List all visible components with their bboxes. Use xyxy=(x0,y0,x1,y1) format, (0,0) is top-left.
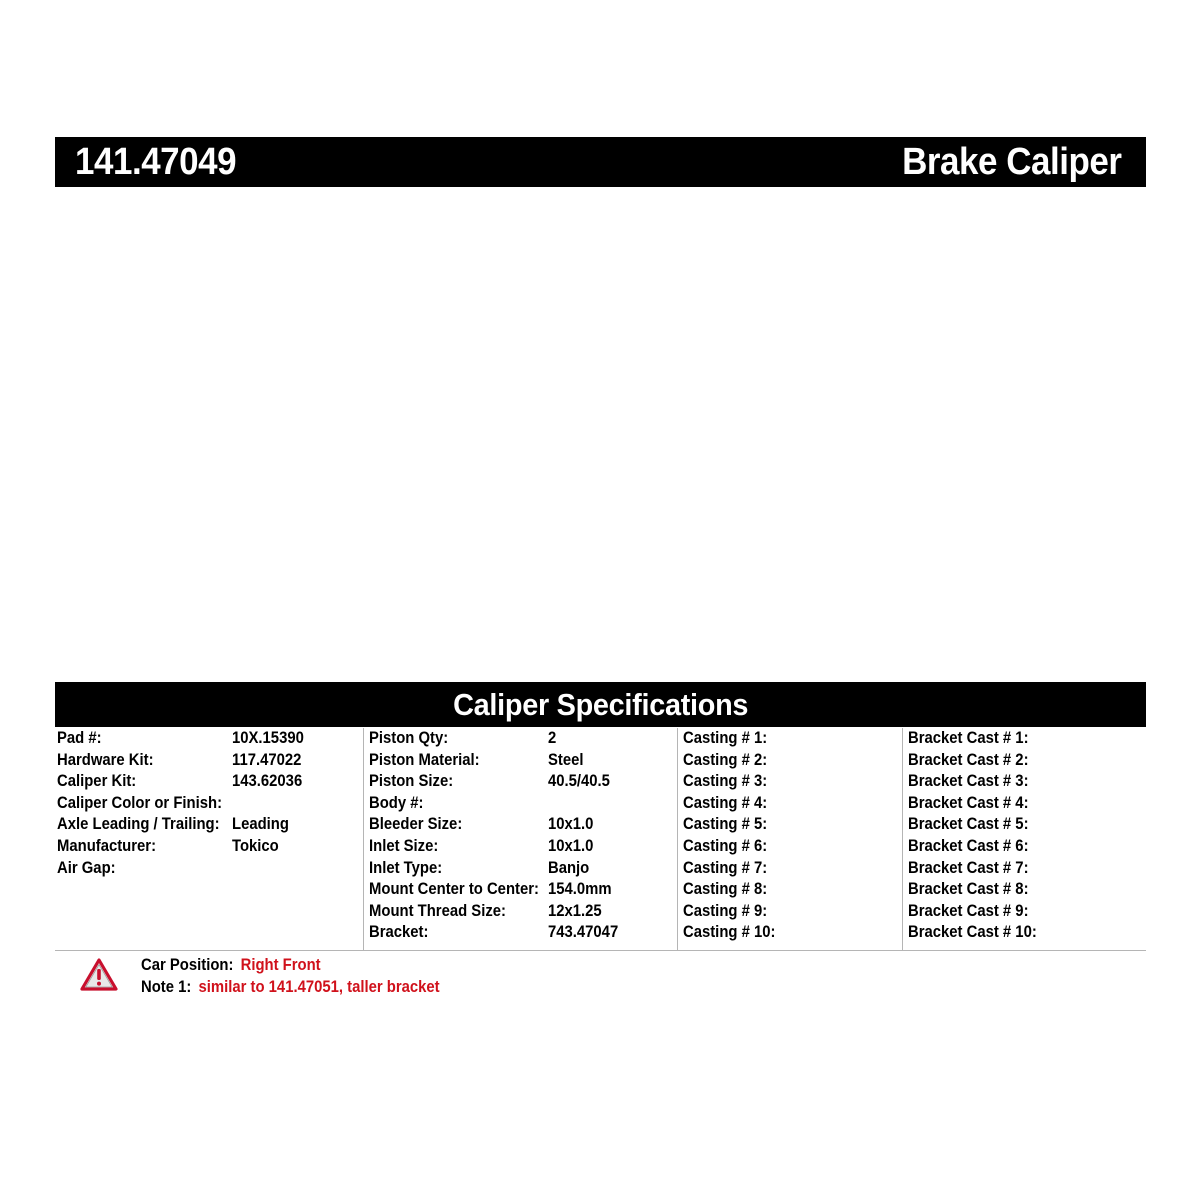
spec-table xyxy=(55,728,1146,951)
spec-label: Piston Size: xyxy=(369,772,454,791)
spec-label: Inlet Size: xyxy=(369,837,439,855)
spec-label: Casting # 9: xyxy=(683,901,768,920)
spec-column-general xyxy=(55,728,363,950)
spec-value: Steel xyxy=(548,750,584,769)
spec-column-casting xyxy=(677,728,903,950)
spec-label: Casting # 3: xyxy=(683,772,768,791)
spec-section-title: Caliper Specifications xyxy=(452,686,749,722)
car-position-label: Car Position: xyxy=(141,956,234,974)
spec-label: Body #: xyxy=(369,793,424,812)
spec-value: 143.62036 xyxy=(232,772,303,791)
note-1 xyxy=(141,977,440,998)
spec-label: Piston Qty: xyxy=(369,729,449,747)
spec-label: Bracket Cast # 2: xyxy=(908,750,1029,769)
spec-value: Tokico xyxy=(232,837,279,855)
spec-label: Air Gap: xyxy=(57,858,116,877)
spec-label: Casting # 6: xyxy=(683,837,768,855)
spec-column-bracket-cast xyxy=(902,728,1147,950)
spec-section-header xyxy=(55,682,1146,727)
notes-section xyxy=(55,955,1146,1005)
spec-label: Bracket Cast # 6: xyxy=(908,837,1029,855)
spec-value: 154.0mm xyxy=(548,880,612,899)
spec-value: 12x1.25 xyxy=(548,901,602,920)
warning-triangle-icon xyxy=(80,958,118,992)
spec-label: Caliper Color or Finish: xyxy=(57,793,223,812)
spec-label: Piston Material: xyxy=(369,750,480,769)
spec-label: Mount Thread Size: xyxy=(369,901,506,920)
spec-label: Bracket Cast # 9: xyxy=(908,901,1029,920)
product-type: Brake Caliper xyxy=(902,140,1122,183)
spec-label: Casting # 8: xyxy=(683,880,768,899)
spec-column-piston xyxy=(363,728,678,950)
spec-value: Leading xyxy=(232,815,289,834)
spec-label: Mount Center to Center: xyxy=(369,880,539,899)
spec-label: Casting # 7: xyxy=(683,858,768,877)
spec-label: Casting # 4: xyxy=(683,793,768,812)
spec-value: 743.47047 xyxy=(548,923,619,942)
spec-label: Hardware Kit: xyxy=(57,750,154,769)
spec-label: Casting # 1: xyxy=(683,729,768,747)
spec-label: Bracket Cast # 1: xyxy=(908,729,1029,747)
spec-label: Casting # 2: xyxy=(683,750,768,769)
spec-value: 10X.15390 xyxy=(232,729,304,747)
spec-label: Bracket Cast # 4: xyxy=(908,793,1029,812)
spec-label: Bracket Cast # 3: xyxy=(908,772,1029,791)
title-bar xyxy=(55,137,1146,187)
spec-label: Bracket: xyxy=(369,923,429,942)
spec-label: Bleeder Size: xyxy=(369,815,463,834)
spec-label: Casting # 10: xyxy=(683,923,776,942)
spec-label: Bracket Cast # 5: xyxy=(908,815,1029,834)
spec-label: Bracket Cast # 8: xyxy=(908,880,1029,899)
spec-value: 2 xyxy=(548,729,557,747)
spec-value: 10x1.0 xyxy=(548,815,594,834)
spec-label: Bracket Cast # 10: xyxy=(908,923,1037,942)
spec-value: 40.5/40.5 xyxy=(548,772,610,791)
note-1-label: Note 1: xyxy=(141,978,192,996)
spec-label: Inlet Type: xyxy=(369,858,443,877)
spec-label: Axle Leading / Trailing: xyxy=(57,815,220,834)
spec-value: 117.47022 xyxy=(232,750,302,769)
spec-label: Manufacturer: xyxy=(57,837,157,855)
spec-label: Caliper Kit: xyxy=(57,772,137,791)
car-position-value: Right Front xyxy=(240,956,321,974)
spec-value: Banjo xyxy=(548,858,590,877)
spec-label: Pad #: xyxy=(57,729,102,747)
spec-label: Bracket Cast # 7: xyxy=(908,858,1029,877)
spec-value: 10x1.0 xyxy=(548,837,594,855)
part-number: 141.47049 xyxy=(75,140,237,183)
note-1-value: similar to 141.47051, taller bracket xyxy=(198,978,440,996)
car-position-note xyxy=(141,955,321,976)
spec-label: Casting # 5: xyxy=(683,815,768,834)
